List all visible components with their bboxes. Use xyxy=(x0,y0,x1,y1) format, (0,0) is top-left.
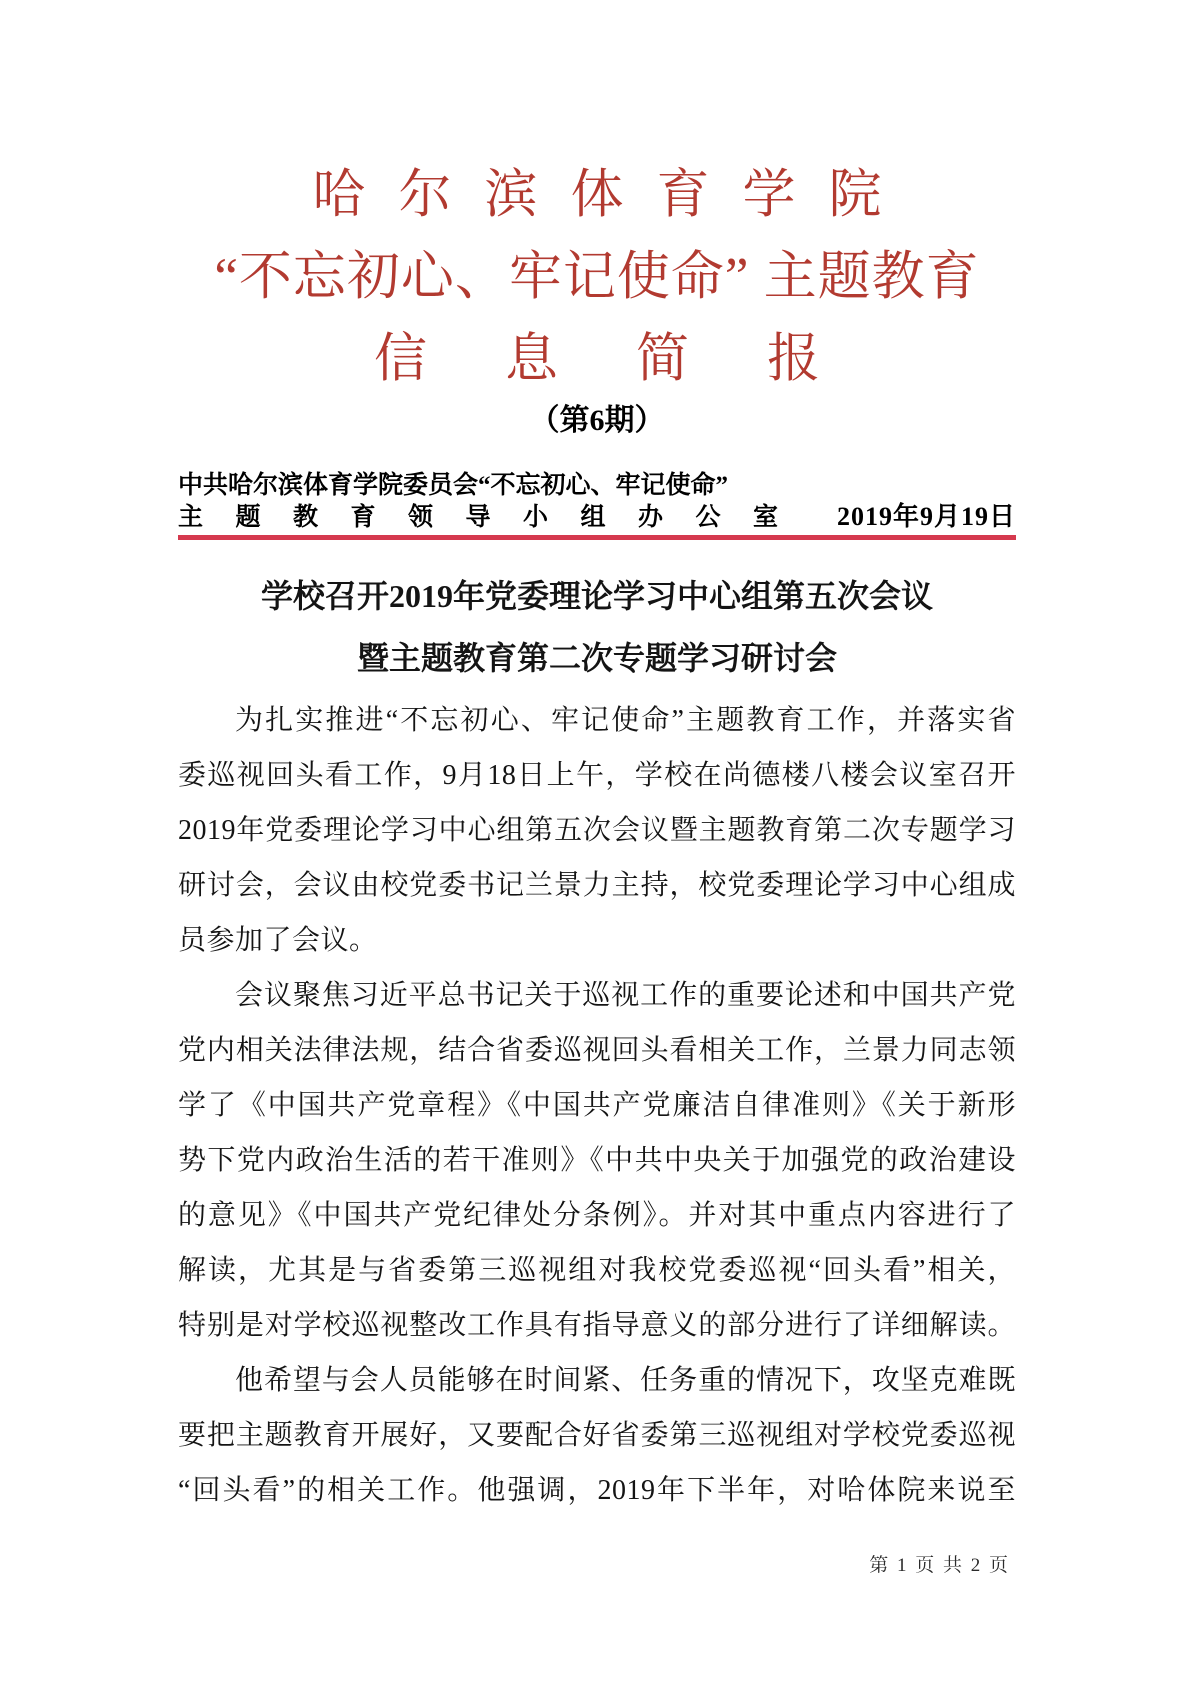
body-line: 他希望与会人员能够在时间紧、任务重的情况下，攻坚克难既 xyxy=(235,1365,1016,1396)
issue-date: 2019年9月19日 xyxy=(836,502,1016,531)
body-line: 解读，尤其是与省委第三巡视组对我校党委巡视“回头看”相关， xyxy=(178,1255,1016,1286)
body-line: 员参加了会议。 xyxy=(178,925,378,956)
red-divider-rule xyxy=(178,535,1016,540)
body-line: 研讨会，会议由校党委书记兰景力主持，校党委理论学习中心组成 xyxy=(178,870,1016,901)
body-line: 委巡视回头看工作，9月18日上午，学校在尚德楼八楼会议室召开 xyxy=(178,760,1016,791)
issuer-block xyxy=(178,470,1016,532)
masthead-title-line2: “不忘初心、牢记使命” 主题教育 xyxy=(214,248,980,306)
issuer-line2: 主题教育领导小组办公室 xyxy=(178,504,778,531)
body-line: 党内相关法律法规，结合省委巡视回头看相关工作，兰景力同志领 xyxy=(178,1035,1016,1066)
masthead-title-line1: 哈尔滨体育学院 xyxy=(312,166,915,224)
body-line: 会议聚焦习近平总书记关于巡视工作的重要论述和中国共产党 xyxy=(235,980,1016,1011)
issuer-line1: 中共哈尔滨体育学院委员会“不忘初心、牢记使命” xyxy=(178,472,729,499)
body-line: 特别是对学校巡视整改工作具有指导意义的部分进行了详细解读。 xyxy=(178,1310,1016,1341)
article xyxy=(178,565,1016,1518)
page-number-label: 第 1 页 共 2 页 xyxy=(869,1555,1010,1576)
page-content xyxy=(178,0,1016,1518)
issuer-line2-row xyxy=(178,501,1016,532)
body-line: 势下党内政治生活的若干准则》《中共中央关于加强党的政治建设 xyxy=(178,1145,1016,1176)
body-line: “回头看”的相关工作。他强调，2019年下半年，对哈体院来说至 xyxy=(178,1475,1016,1506)
body-line: 的意见》《中国共产党纪律处分条例》。并对其中重点内容进行了 xyxy=(178,1200,1016,1231)
article-heading-line2: 暨主题教育第二次专题学习研讨会 xyxy=(356,640,837,676)
issue-number: （第6期） xyxy=(529,404,665,437)
page-footer xyxy=(869,1550,1010,1577)
body-line: 2019年党委理论学习中心组第五次会议暨主题教育第二次专题学习 xyxy=(178,815,1016,846)
body-line: 为扎实推进“不忘初心、牢记使命”主题教育工作，并落实省 xyxy=(235,705,1016,736)
body-line: 学了《中国共产党章程》《中国共产党廉洁自律准则》《关于新形 xyxy=(178,1090,1016,1121)
body-line: 要把主题教育开展好，又要配合好省委第三巡视组对学校党委巡视 xyxy=(178,1420,1016,1451)
masthead-title-line3: 信息简报 xyxy=(374,330,898,388)
article-body xyxy=(178,693,1016,1518)
masthead xyxy=(178,0,1016,540)
article-heading-line1: 学校召开2019年党委理论学习中心组第五次会议 xyxy=(260,578,933,614)
